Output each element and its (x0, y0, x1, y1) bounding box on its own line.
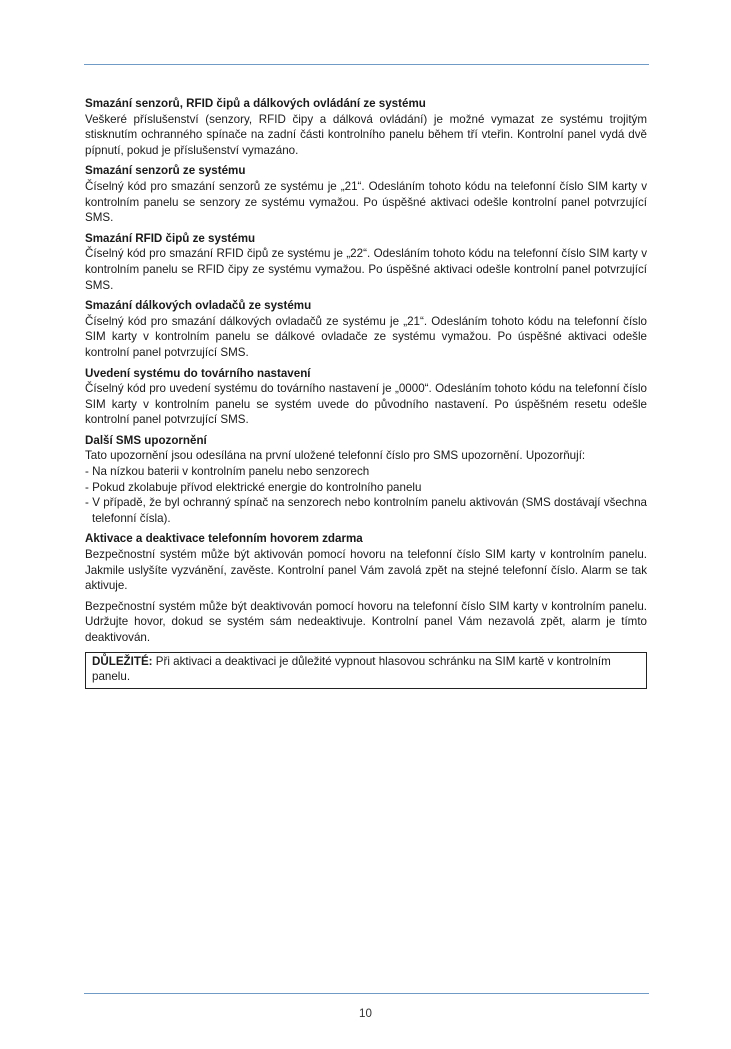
section-heading: Smazání senzorů ze systému (85, 164, 246, 178)
section-paragraph: Číselný kód pro smazání dálkových ovladačů ze systému je „21“. Odesláním tohoto kódu na telefonní číslo SIM karty v kontrolním panelu se dálkové ovladače ze systému vymažou. Po úspěšné aktivaci odešle kontrolní panel potvrzující SMS. (85, 314, 647, 359)
section-paragraph: Bezpečnostní systém může být deaktivován pomocí hovoru na telefonní číslo SIM karty v kontrolním panelu. Udržujte hovor, dokud se systém sám nedeaktivuje. Kontrolní panel Vám nezavolá zpět, alarm je tímto deaktivován. (85, 599, 647, 644)
section-paragraph: Číselný kód pro smazání RFID čipů ze systému je „22“. Odesláním tohoto kódu na telefonní číslo SIM karty v kontrolním panelu se RFID čipy ze systému vymažou. Po úspěšné aktivaci odešle kontrolní panel potvrzující SMS. (85, 247, 647, 292)
section-paragraph: Číselný kód pro smazání senzorů ze systému je „21“. Odesláním tohoto kódu na telefonní číslo SIM karty v kontrolním panelu se senzory ze systému vymažou. Po úspěšné aktivaci odešle kontrolní panel potvrzující SMS. (85, 179, 647, 225)
document-body (85, 96, 647, 689)
section-heading: Smazání RFID čipů ze systému (85, 231, 256, 245)
header-rule (84, 64, 649, 65)
section-heading: Uvedení systému do továrního nastavení (85, 366, 311, 380)
section-call-activation (85, 531, 647, 645)
section-delete-rfid (85, 231, 647, 293)
section-paragraph: Bezpečnostní systém může být aktivován pomocí hovoru na telefonní číslo SIM karty v kontrolním panelu. Jakmile uslyšíte vyzvánění, zavěste. Kontrolní panel Vám zavolá zpět na stejné telefonní číslo. Alarm se tak aktivuje. (85, 548, 647, 593)
important-label: DŮLEŽITÉ: (92, 654, 153, 668)
section-paragraph: Tato upozornění jsou odesílána na první uložené telefonní číslo pro SMS upozornění. Upozorňují: (85, 449, 586, 463)
section-heading: Aktivace a deaktivace telefonním hovorem zdarma (85, 532, 363, 546)
section-other-sms-alerts (85, 433, 647, 527)
page-number: 10 (359, 1007, 372, 1020)
section-paragraph: Veškeré příslušenství (senzory, RFID čipy a dálková ovládání) je možné vymazat ze systému trojitým stisknutím ochranného spínače na zadní části kontrolního panelu během tří vteřin. Kontrolní panel vydá dvě pípnutí, pokud je příslušenství vymazáno. (85, 112, 647, 157)
list-item: - V případě, že byl ochranný spínač na senzorech nebo kontrolním panelu aktivován (SMS dostávají všechna telefonní čísla). (85, 496, 647, 525)
footer-rule (84, 993, 649, 994)
section-delete-remotes (85, 298, 647, 360)
section-paragraph: Číselný kód pro uvedení systému do továrního nastavení je „0000“. Odesláním tohoto kódu na telefonní číslo SIM karty v kontrolním panelu se systém uvede do původního nastavení. Po úspěšném resetu odešle kontrolní panel potvrzující SMS. (85, 382, 647, 427)
section-delete-all-accessories (85, 96, 647, 158)
important-text: Při aktivaci a deaktivaci je důležité vypnout hlasovou schránku na SIM kartě v kontrolním panelu. (92, 654, 611, 684)
important-note-box (85, 652, 647, 689)
list-item: - Na nízkou baterii v kontrolním panelu nebo senzorech (85, 465, 370, 479)
section-factory-reset (85, 366, 647, 428)
section-heading: Další SMS upozornění (85, 433, 207, 447)
alert-list (85, 464, 647, 526)
section-delete-sensors (85, 163, 647, 225)
list-item: - Pokud zkolabuje přívod elektrické energie do kontrolního panelu (85, 480, 422, 494)
section-heading: Smazání dálkových ovladačů ze systému (85, 299, 312, 313)
section-heading: Smazání senzorů, RFID čipů a dálkových ovládání ze systému (85, 97, 426, 110)
